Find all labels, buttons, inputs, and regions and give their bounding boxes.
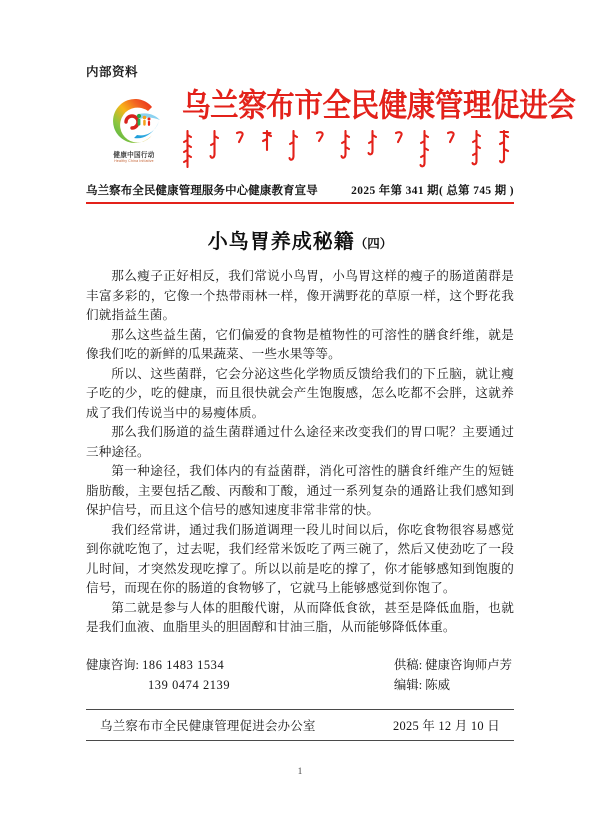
page-number: 1 — [297, 766, 303, 777]
logo-caption-english: Healthy China Initiative — [114, 158, 154, 163]
article-title-part: （四） — [354, 236, 393, 251]
article-body — [86, 267, 514, 638]
mongolian-glyph — [209, 130, 220, 160]
issue-number: 2025 年第 341 期( 总第 745 期 ) — [351, 184, 514, 197]
internal-document-mark: 内部资料 — [86, 65, 139, 79]
editor-name: 陈威 — [425, 677, 451, 692]
paragraph: 我们经常讲，通过我们肠道调理一段儿时间以后，你吃食物很容易感觉到你就吃饱了，过去呢，我们经常米饭吃了两三碗了，然后又使劲吃了一段儿时间，才突然发现吃撑了。所以以前是吃的撑了，你才能够感知到饱腹的信号，而现在你的肠道的食物够了，它就马上能够感觉到你饱了。 — [86, 522, 514, 596]
phone-primary: 186 1483 1534 — [142, 657, 225, 672]
issue-line — [86, 182, 514, 198]
contributor-label: 供稿: — [393, 657, 423, 672]
footer-row — [86, 710, 514, 740]
article-title — [86, 230, 514, 254]
paragraph: 那么这些益生菌，它们偏爱的食物是植物性的可溶性的膳食纤维，就是像我们吃的新鲜的瓜果蔬菜、一些水果等等。 — [86, 327, 514, 362]
masthead — [86, 87, 576, 178]
health-consultation-label: 健康咨询: — [86, 657, 140, 672]
paragraph: 第二就是参与人体的胆酸代谢，从而降低食欲，甚至是降低血脂，也就是我们血液、血脂里头的胆固醇和甘油三脂，从而能够降低体重。 — [86, 600, 514, 635]
paragraph: 那么我们肠道的益生菌群通过什么途径来改变我们的胃口呢？主要通过三种途径。 — [86, 425, 514, 459]
mongolian-glyph — [446, 130, 456, 145]
phone-secondary: 139 0474 2139 — [148, 677, 231, 692]
organization-logo — [96, 94, 172, 164]
footer-divider-bottom — [86, 740, 514, 741]
mongolian-glyph — [182, 130, 193, 168]
mongolian-glyph — [315, 130, 325, 144]
publication-date: 2025 年 12 月 10 日 — [392, 718, 500, 733]
mongolian-glyph — [471, 130, 482, 166]
mongolian-glyph — [235, 130, 245, 146]
mongolian-glyph — [288, 130, 299, 162]
article-title-main: 小鸟胃养成秘籍 — [207, 230, 355, 253]
paragraph: 那么瘦子正好相反，我们常说小鸟胃，小鸟胃这样的瘦子的肠道菌群是丰富多彩的，它像一个热带雨林一样，像开满野花的草原一样，这个野花我们就指益生菌。 — [86, 269, 514, 323]
editor-label: 编辑: — [393, 677, 423, 692]
organization-title: 乌兰察布市全民健康管理促进会 — [182, 87, 576, 124]
paragraph: 第一种途径，我们体内的有益菌群，消化可溶性的膳食纤维产生的短链脂肪酸，主要包括乙酸、丙酸和丁酸，通过一系列复杂的通路让我们感知到保护信号，而且这个信号的感知速度非常非常的快。 — [86, 464, 514, 518]
mongolian-glyph — [394, 130, 404, 145]
credits — [394, 655, 514, 695]
mongolian-glyph — [261, 130, 273, 152]
issuing-office: 乌兰察布市全民健康管理促进会办公室 — [100, 718, 316, 733]
mongolian-glyph — [419, 130, 430, 168]
logo-caption-chinese: 健康中国行动 — [113, 151, 155, 159]
contributor-name: 健康咨询师卢芳 — [425, 657, 512, 672]
organization-title-mongolian — [182, 130, 510, 172]
paragraph: 所以、这些菌群，它会分泌这些化学物质反馈给我们的下丘脑，就让瘦子吃的少，吃的健康，而且很快就会产生饱腹感，怎么吃都不会胖，这就养成了我们传说当中的易瘦体质。 — [86, 366, 514, 420]
masthead-divider — [86, 202, 514, 204]
contributor-line — [394, 655, 512, 675]
mongolian-glyph — [340, 130, 351, 160]
healthy-china-swoosh-icon — [103, 94, 165, 150]
mongolian-glyph — [367, 130, 378, 156]
contact-block — [86, 655, 514, 695]
issuer-label: 乌兰察布全民健康管理服务中心健康教育宣导 — [86, 184, 318, 197]
mongolian-glyph — [498, 130, 510, 164]
health-consultation-contacts — [86, 655, 230, 695]
editor-line — [394, 675, 512, 695]
